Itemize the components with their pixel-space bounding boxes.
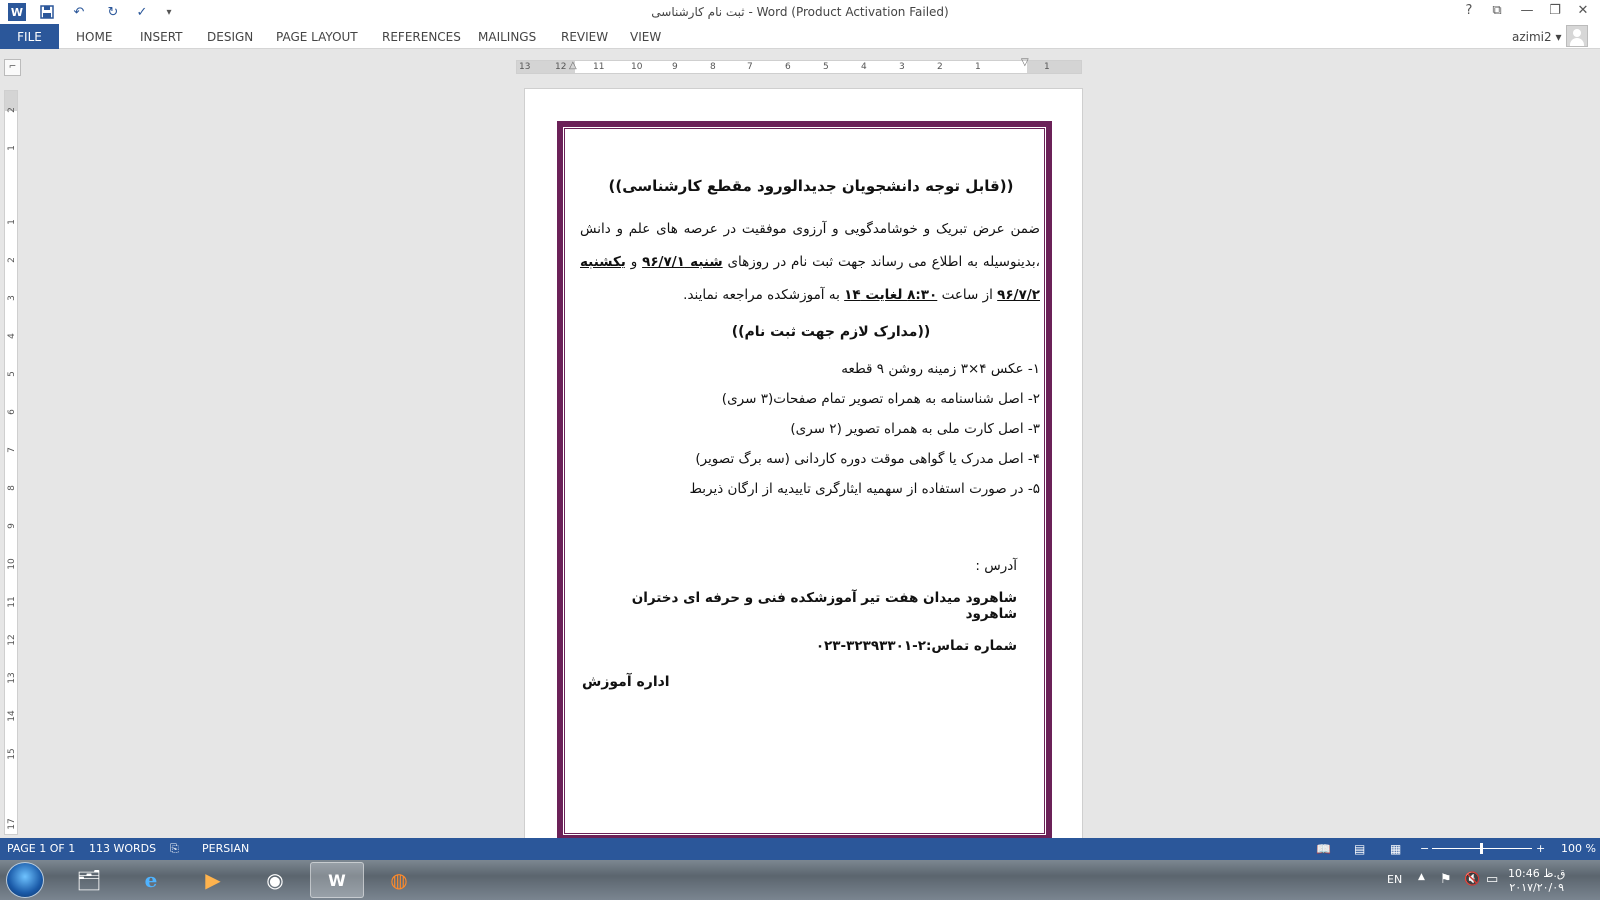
page-count[interactable]: PAGE 1 OF 1 [7, 842, 76, 855]
customize-toolbar-icon[interactable]: ▾ [166, 6, 172, 18]
user-account-menu[interactable]: azimi2 ▾ [1512, 30, 1562, 44]
word-count[interactable]: 113 WORDS [89, 842, 157, 855]
ruler-number: 15 [7, 748, 17, 760]
internet-explorer-icon[interactable]: e [144, 868, 158, 892]
ruler-number: 6 [785, 62, 791, 72]
ruler-number: 1 [975, 62, 981, 72]
web-layout-icon[interactable]: ▦ [1390, 842, 1402, 856]
chrome-icon[interactable]: ◉ [266, 868, 284, 892]
list-item: ۵- در صورت استفاده از سهمیه ایثارگری تاییدیه از ارگان ذیربط [689, 481, 1040, 497]
file-explorer-icon[interactable]: 🗂 [76, 868, 102, 892]
minimize-button[interactable]: — [1520, 3, 1534, 18]
zoom-out-button[interactable]: − [1420, 842, 1430, 855]
ruler-number: 13 [7, 672, 17, 684]
list-item: ۱- عکس ۴×۳ زمینه روشن ۹ قطعه [841, 361, 1040, 377]
avatar[interactable] [1566, 25, 1588, 47]
tab-mailings[interactable]: MAILINGS [478, 30, 537, 44]
zoom-slider-thumb[interactable] [1480, 843, 1483, 854]
status-bar [0, 838, 1600, 860]
firefox-icon[interactable]: ◍ [390, 868, 408, 892]
horizontal-ruler[interactable] [516, 57, 1082, 74]
redo-icon[interactable]: ↻ [107, 4, 119, 20]
ruler-number: 11 [7, 596, 17, 608]
ruler-number: 12 [555, 62, 567, 72]
announcement-paragraph [580, 213, 1042, 312]
input-language[interactable]: EN [1387, 873, 1403, 886]
ruler-number: 5 [7, 371, 17, 377]
ruler-number: 13 [519, 62, 531, 72]
ruler-number: 3 [7, 295, 17, 301]
required-documents-heading: ((مدارک لازم جهت ثبت نام)) [731, 324, 931, 340]
ruler-number: 14 [7, 710, 17, 722]
ruler-number: 12 [7, 634, 17, 646]
document-body[interactable] [580, 149, 1042, 690]
paragraph-text: ضمن عرض تبریک و خوشامدگویی و آرزوی موفقیت در عرصه های علم و دانش ،بدینوسیله به اطلاع می رساند جهت ثبت نام در روزهای [580, 221, 1040, 270]
document-heading: ((قابل توجه دانشجویان جدیدالورود مقطع کارشناسی)) [608, 177, 1014, 195]
window-title: ثبت نام کارشناسی - Word (Product Activation Failed) [651, 5, 949, 19]
system-clock[interactable] [1508, 867, 1565, 895]
paragraph-text: از ساعت [937, 287, 998, 303]
signature-office: اداره آموزش [582, 674, 670, 690]
undo-icon[interactable]: ↶ [73, 4, 85, 20]
tab-view[interactable]: VIEW [630, 30, 662, 44]
right-indent-marker-icon[interactable]: ▽ [1021, 57, 1029, 68]
zoom-level[interactable]: 100 % [1561, 842, 1596, 855]
phone-number: شماره تماس:۲-۳۲۳۹۳۳۰۱-۰۲۳ [815, 638, 1017, 654]
tab-home[interactable]: HOME [76, 30, 113, 44]
word-app-icon[interactable]: W [8, 3, 26, 21]
volume-muted-icon[interactable]: 🔇 [1464, 872, 1481, 887]
tab-page-layout[interactable]: PAGE LAYOUT [276, 30, 358, 44]
windows-taskbar [0, 860, 1600, 900]
maximize-button[interactable]: ❐ [1549, 3, 1561, 18]
proofing-icon[interactable]: ⎘ [170, 842, 179, 855]
tab-file[interactable]: FILE [0, 24, 59, 49]
indent-marker-icon[interactable]: △ [569, 60, 577, 71]
close-button[interactable]: ✕ [1577, 3, 1589, 18]
ruler-number: 9 [672, 62, 678, 72]
ruler-number: 4 [861, 62, 867, 72]
spelling-check-icon[interactable]: ✓ [136, 4, 148, 20]
print-layout-icon[interactable]: ▤ [1354, 842, 1366, 856]
ruler-number: 8 [710, 62, 716, 72]
ruler-number: 1 [1044, 62, 1050, 72]
word-taskbar-icon[interactable]: W [310, 862, 364, 898]
tab-review[interactable]: REVIEW [561, 30, 609, 44]
document-page[interactable] [524, 88, 1083, 848]
ruler-number: 10 [7, 558, 17, 570]
tab-references[interactable]: REFERENCES [382, 30, 461, 44]
tab-insert[interactable]: INSERT [140, 30, 183, 44]
action-center-flag-icon[interactable]: ⚑ [1440, 872, 1452, 887]
ruler-number: 10 [631, 62, 643, 72]
registration-day-1: شنبه ۹۶/۷/۱ [642, 254, 723, 270]
tab-design[interactable]: DESIGN [207, 30, 254, 44]
ruler-number: 17 [7, 818, 17, 830]
show-hidden-icons-icon[interactable]: ▲ [1418, 872, 1425, 882]
paragraph-text: به آموزشکده مراجعه نمایند. [683, 287, 845, 303]
zoom-in-button[interactable]: + [1536, 842, 1546, 855]
read-mode-icon[interactable]: 📖 [1316, 842, 1331, 856]
help-button[interactable]: ? [1465, 3, 1473, 18]
ruler-number: 6 [7, 409, 17, 415]
ruler-number: 2 [7, 257, 17, 263]
address-text: شاهرود میدان هفت تیر آموزشکده فنی و حرفه ای دختران شاهرود [631, 590, 1017, 622]
vertical-ruler[interactable] [4, 90, 18, 835]
list-item: ۳- اصل کارت ملی به همراه تصویر (۲ سری) [790, 421, 1040, 437]
registration-hours: ۸:۳۰ لغایت ۱۴ [844, 287, 938, 303]
language-indicator[interactable]: PERSIAN [202, 842, 250, 855]
title-bar [0, 0, 1600, 24]
list-item: ۲- اصل شناسنامه به همراه تصویر تمام صفحات(۳ سری) [721, 391, 1040, 407]
ruler-right-margin [1027, 61, 1081, 73]
media-player-icon[interactable]: ▶ [205, 868, 221, 892]
ruler-number: 2 [7, 107, 17, 113]
ribbon-display-options-button[interactable]: ⧉ [1492, 3, 1502, 18]
ruler-area [0, 49, 1600, 87]
clock-date: ۲۰۱۷/۲۰/۰۹ [1509, 881, 1565, 894]
ruler-number: 7 [7, 447, 17, 453]
ruler-number: 7 [747, 62, 753, 72]
ruler-number: 3 [899, 62, 905, 72]
ruler-number: 4 [7, 333, 17, 339]
ruler-number: 5 [823, 62, 829, 72]
ruler-number: 1 [7, 145, 17, 151]
address-label: آدرس : [975, 558, 1017, 574]
ruler-number: 11 [593, 62, 605, 72]
network-icon[interactable]: ▭ [1486, 872, 1499, 887]
ruler-number: 1 [7, 219, 17, 225]
start-button[interactable] [6, 862, 44, 898]
ruler-number: 8 [7, 485, 17, 491]
list-item: ۴- اصل مدرک یا گواهی موقت دوره کاردانی (سه برگ تصویر) [695, 451, 1040, 467]
registration-day-2: یکشنبه ۹۶/۷/۲ [580, 254, 1040, 303]
paragraph-text: و [625, 254, 643, 270]
required-documents-list [580, 354, 1042, 504]
ruler-number: 9 [7, 523, 17, 529]
clock-time: 10:46 ق.ظ [1508, 867, 1566, 880]
ribbon-tabs [0, 24, 1600, 49]
ruler-number: 2 [937, 62, 943, 72]
tab-stop-selector[interactable]: ⌐ [4, 59, 21, 76]
